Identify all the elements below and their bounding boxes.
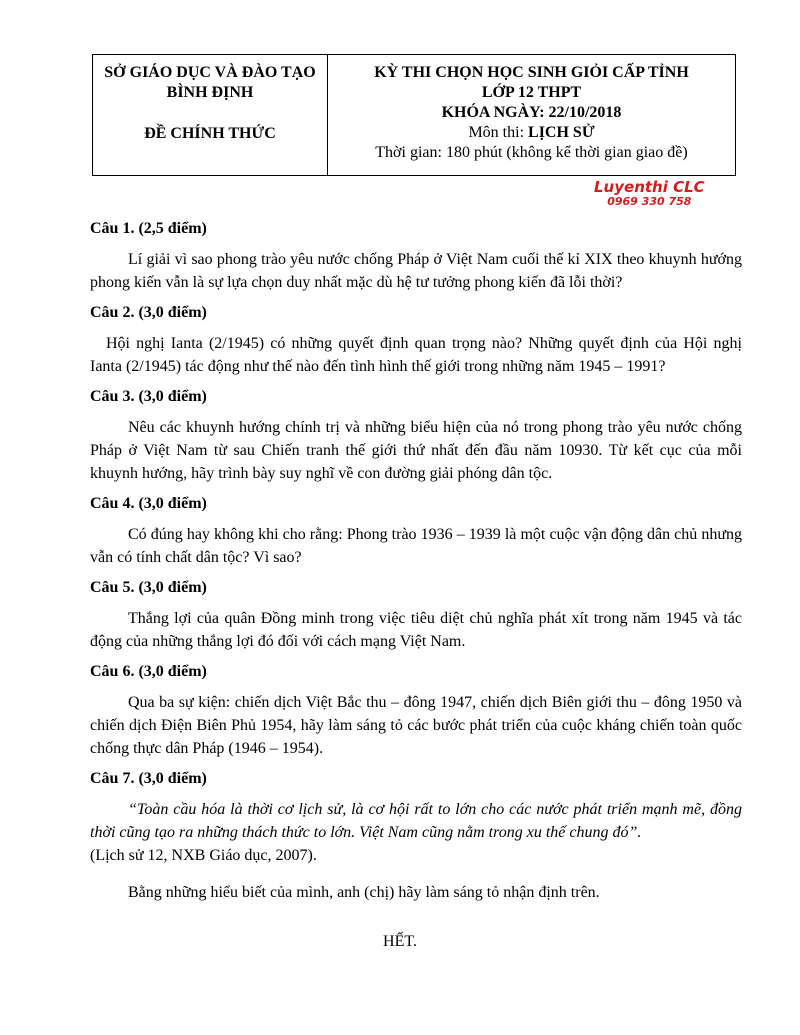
question-2 — [90, 302, 742, 378]
question-text: Hội nghị Ianta (2/1945) có những quyết định quan trọng nào? Những quyết định của Hội nghị Ianta (2/1945) tác động như thế nào đến tình hình thế giới trong những năm 1945 – 1991? — [90, 335, 742, 375]
question-5 — [90, 577, 742, 653]
quote-source: (Lịch sử 12, NXB Giáo dục, 2007). — [90, 847, 317, 864]
question-6 — [90, 661, 742, 760]
question-title: Câu 5. (3,0 điểm) — [90, 579, 207, 596]
watermark-title: Luyenthi CLC — [594, 178, 705, 196]
question-3 — [90, 386, 742, 485]
issuer-block — [93, 55, 328, 175]
question-text: Nêu các khuynh hướng chính trị và những biểu hiện của nó trong phong trào yêu nước chống Pháp ở Việt Nam từ sau Chiến tranh thế giới thứ nhất đến đầu năm 10930. Từ kết cục của mỗi khuynh hướng, hãy trình bày suy nghĩ về con đường giải phóng dân tộc. — [90, 419, 742, 482]
subject-name: LỊCH SỬ — [528, 124, 595, 141]
question-1 — [90, 218, 742, 294]
province-name: BÌNH ĐỊNH — [166, 84, 254, 101]
question-text: Thắng lợi của quân Đồng minh trong việc tiêu diệt chủ nghĩa phát xít trong năm 1945 và tác động của những thắng lợi đó đối với cách mạng Việt Nam. — [90, 610, 742, 650]
exam-header — [92, 54, 736, 176]
question-4 — [90, 493, 742, 569]
exam-info-block — [328, 55, 735, 175]
exam-date: KHÓA NGÀY: 22/10/2018 — [441, 104, 622, 121]
question-title: Câu 7. (3,0 điểm) — [90, 770, 207, 787]
exam-questions — [90, 218, 742, 912]
time-limit: Thời gian: 180 phút (không kể thời gian giao đề) — [375, 144, 688, 161]
question-title: Câu 4. (3,0 điểm) — [90, 495, 207, 512]
exam-name: KỲ THI CHỌN HỌC SINH GIỎI CẤP TỈNH — [374, 64, 689, 81]
end-marker: HẾT. — [383, 933, 417, 950]
question-7 — [90, 768, 742, 904]
question-text: Qua ba sự kiện: chiến dịch Việt Bắc thu – đông 1947, chiến dịch Biên giới thu – đông 1950 và chiến dịch Điện Biên Phủ 1954, hãy làm sáng tỏ các bước phát triển của cuộc kháng chiến toàn quốc chống thực dân Pháp (1946 – 1954). — [90, 694, 742, 757]
official-label: ĐỀ CHÍNH THỨC — [144, 125, 276, 142]
question-title: Câu 2. (3,0 điểm) — [90, 304, 207, 321]
subject-line — [328, 123, 735, 143]
question-text: Có đúng hay không khi cho rằng: Phong trào 1936 – 1939 là một cuộc vận động dân chủ nhưng vẫn có tính chất dân tộc? Vì sao? — [90, 526, 742, 566]
question-title: Câu 1. (2,5 điểm) — [90, 220, 207, 237]
question-quote: “Toàn cầu hóa là thời cơ lịch sử, là cơ hội rất to lớn cho các nước phát triển mạnh mẽ, đồng thời cũng tạo ra những thách thức to lớn. Việt Nam cũng nằm trong xu thế chung đó”. — [90, 801, 742, 841]
watermark-logo — [594, 179, 705, 208]
subject-label: Môn thi: — [468, 124, 529, 141]
question-title: Câu 6. (3,0 điểm) — [90, 663, 207, 680]
grade-label: LỚP 12 THPT — [481, 84, 582, 101]
question-text: Bằng những hiểu biết của mình, anh (chị) hãy làm sáng tỏ nhận định trên. — [128, 884, 600, 901]
watermark-phone: 0969 330 758 — [607, 195, 692, 208]
question-title: Câu 3. (3,0 điểm) — [90, 388, 207, 405]
question-text: Lí giải vì sao phong trào yêu nước chống Pháp ở Việt Nam cuối thế kỉ XIX theo khuynh hướng phong kiến vẫn là sự lựa chọn duy nhất mặc dù hệ tư tưởng phong kiến đã lỗi thời? — [90, 251, 742, 291]
department-name: SỞ GIÁO DỤC VÀ ĐÀO TẠO — [104, 64, 316, 81]
